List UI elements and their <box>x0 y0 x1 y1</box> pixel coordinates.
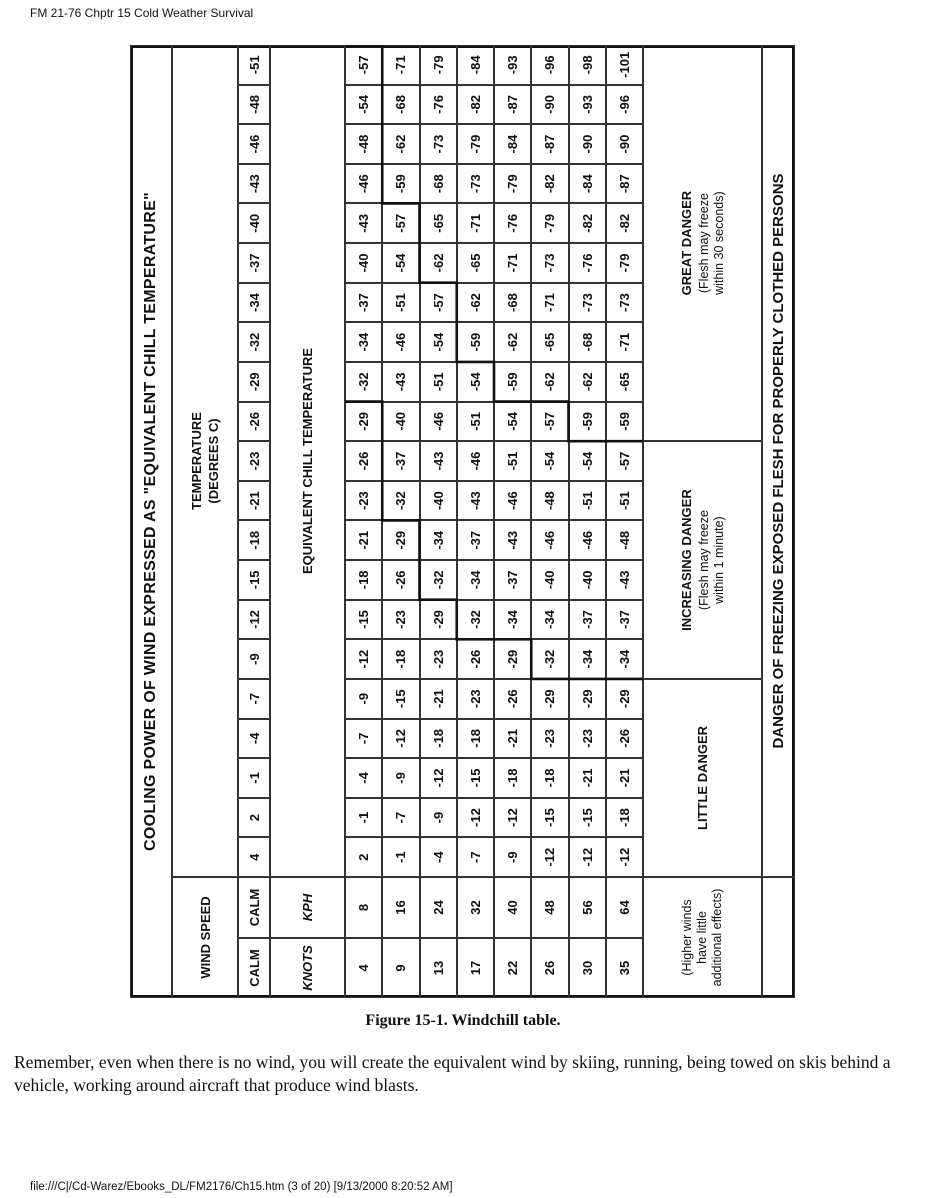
temperature-label: TEMPERATURE <box>189 412 204 510</box>
chill-value-cell: -40 <box>382 402 419 442</box>
chill-value-cell: -29 <box>345 402 382 442</box>
chill-value-cell: -37 <box>494 560 531 600</box>
wind-kph-cell: 56 <box>569 877 606 938</box>
chill-value-cell: -93 <box>494 45 531 85</box>
chill-value-cell: -48 <box>606 520 643 560</box>
chill-value-cell: -71 <box>494 243 531 283</box>
chill-value-cell: -21 <box>606 758 643 798</box>
table-title: COOLING POWER OF WIND EXPRESSED AS "EQUIVALENT CHILL TEMPERATURE" <box>130 45 172 998</box>
chill-value-cell: -98 <box>569 45 606 85</box>
chill-value-cell: -32 <box>382 481 419 521</box>
chill-value-cell: -84 <box>457 45 494 85</box>
chill-value-cell: -34 <box>345 322 382 362</box>
chill-value-cell: -29 <box>494 639 531 679</box>
wind-knots-cell: 4 <box>345 938 382 998</box>
windchill-table <box>130 45 795 998</box>
chill-value-cell: -51 <box>382 283 419 323</box>
great-danger-note: (Flesh may freeze within 30 seconds) <box>697 191 726 295</box>
chill-value-cell: -40 <box>420 481 457 521</box>
chill-value-cell: -34 <box>494 600 531 640</box>
chill-value-cell: -32 <box>345 362 382 402</box>
wind-kph-cell: 32 <box>457 877 494 938</box>
chill-value-cell: -34 <box>569 639 606 679</box>
temperature-cell: -26 <box>238 402 270 442</box>
chill-value-cell: -15 <box>569 798 606 838</box>
chill-value-cell: -46 <box>345 164 382 204</box>
chill-value-cell: -73 <box>457 164 494 204</box>
chill-value-cell: -87 <box>606 164 643 204</box>
chill-value-cell: -26 <box>382 560 419 600</box>
temperature-cell: -18 <box>238 520 270 560</box>
chill-value-cell: -62 <box>531 362 568 402</box>
temperature-cell: -9 <box>238 639 270 679</box>
chill-value-cell: -26 <box>457 639 494 679</box>
chill-value-cell: -29 <box>569 679 606 719</box>
temperature-cell: -1 <box>238 758 270 798</box>
knots-header: KNOTS <box>270 938 345 998</box>
chill-value-cell: -34 <box>606 639 643 679</box>
chill-value-cell: 2 <box>345 837 382 877</box>
chill-value-cell: -37 <box>382 441 419 481</box>
chill-value-cell: -40 <box>569 560 606 600</box>
temperature-cell: -37 <box>238 243 270 283</box>
chill-value-cell: -46 <box>382 322 419 362</box>
temperature-cell: -46 <box>238 124 270 164</box>
temperature-cell: -43 <box>238 164 270 204</box>
chill-value-cell: -84 <box>494 124 531 164</box>
wind-kph-cell: 40 <box>494 877 531 938</box>
chill-value-cell: -7 <box>382 798 419 838</box>
chill-value-cell: -46 <box>420 402 457 442</box>
calm-kph: CALM <box>238 877 270 938</box>
footer-blank-cell <box>762 877 795 998</box>
chill-value-cell: -43 <box>382 362 419 402</box>
chill-value-cell: -87 <box>531 124 568 164</box>
temperature-cell: -21 <box>238 481 270 521</box>
chill-value-cell: -21 <box>569 758 606 798</box>
calm-knots: CALM <box>238 938 270 998</box>
chill-value-cell: -59 <box>457 322 494 362</box>
chill-value-cell: -59 <box>494 362 531 402</box>
chill-value-cell: -37 <box>345 283 382 323</box>
temperature-cell: -23 <box>238 441 270 481</box>
chill-value-cell: -9 <box>420 798 457 838</box>
chill-value-cell: -71 <box>531 283 568 323</box>
chill-value-cell: -59 <box>569 402 606 442</box>
chill-value-cell: -51 <box>494 441 531 481</box>
wind-speed-header: WIND SPEED <box>172 877 238 998</box>
chill-value-cell: -54 <box>420 322 457 362</box>
chill-value-cell: -68 <box>494 283 531 323</box>
chill-value-cell: -12 <box>606 837 643 877</box>
chill-value-cell: -51 <box>569 481 606 521</box>
chill-value-cell: -18 <box>420 719 457 759</box>
temperature-cell: -51 <box>238 45 270 85</box>
chill-value-cell: -43 <box>457 481 494 521</box>
chill-value-cell: -59 <box>382 164 419 204</box>
chill-value-cell: -79 <box>531 204 568 244</box>
chill-value-cell: -62 <box>382 124 419 164</box>
chill-value-cell: -15 <box>457 758 494 798</box>
temperature-cell: -34 <box>238 283 270 323</box>
chill-value-cell: -73 <box>531 243 568 283</box>
chill-value-cell: -62 <box>420 243 457 283</box>
chill-value-cell: -84 <box>569 164 606 204</box>
temperature-cell: -4 <box>238 719 270 759</box>
chill-value-cell: -12 <box>382 719 419 759</box>
chill-value-cell: -46 <box>569 520 606 560</box>
temperature-cell: 4 <box>238 837 270 877</box>
chill-value-cell: -4 <box>420 837 457 877</box>
chill-value-cell: -65 <box>531 322 568 362</box>
chill-value-cell: -68 <box>420 164 457 204</box>
temperature-cell: -32 <box>238 322 270 362</box>
chill-value-cell: -57 <box>345 45 382 85</box>
chill-value-cell: -23 <box>569 719 606 759</box>
temperature-unit: (DEGREES C) <box>206 418 221 504</box>
chill-value-cell: -21 <box>420 679 457 719</box>
chill-value-cell: -34 <box>531 600 568 640</box>
chill-value-cell: -71 <box>457 204 494 244</box>
chill-value-cell: -29 <box>382 520 419 560</box>
wind-kph-cell: 8 <box>345 877 382 938</box>
chill-value-cell: -15 <box>382 679 419 719</box>
chill-value-cell: -57 <box>531 402 568 442</box>
danger-footer-label: DANGER OF FREEZING EXPOSED FLESH FOR PROPERLY CLOTHED PERSONS <box>762 45 795 877</box>
chill-value-cell: -79 <box>420 45 457 85</box>
wind-knots-cell: 13 <box>420 938 457 998</box>
chill-value-cell: -76 <box>420 85 457 125</box>
increasing-danger-label: INCREASING DANGER <box>679 489 694 631</box>
wind-kph-cell: 64 <box>606 877 643 938</box>
chill-value-cell: -96 <box>606 85 643 125</box>
chill-value-cell: -15 <box>531 798 568 838</box>
chill-value-cell: -4 <box>345 758 382 798</box>
chill-value-cell: -46 <box>494 481 531 521</box>
chill-value-cell: -18 <box>494 758 531 798</box>
chill-value-cell: -37 <box>569 600 606 640</box>
chill-value-cell: -34 <box>457 560 494 600</box>
temperature-header <box>172 45 238 877</box>
chill-value-cell: -40 <box>345 243 382 283</box>
higher-winds-note: (Higher winds have little additional effects) <box>643 877 762 998</box>
chill-value-cell: -71 <box>606 322 643 362</box>
temperature-cell: -12 <box>238 600 270 640</box>
chill-value-cell: -54 <box>569 441 606 481</box>
chill-value-cell: -26 <box>494 679 531 719</box>
chill-value-cell: -26 <box>606 719 643 759</box>
chill-value-cell: -23 <box>457 679 494 719</box>
chill-value-cell: -1 <box>345 798 382 838</box>
chill-value-cell: -54 <box>457 362 494 402</box>
chill-value-cell: -23 <box>531 719 568 759</box>
chill-value-cell: -29 <box>420 600 457 640</box>
chill-value-cell: -37 <box>606 600 643 640</box>
chill-value-cell: -57 <box>606 441 643 481</box>
temperature-cell: 2 <box>238 798 270 838</box>
chill-value-cell: -73 <box>569 283 606 323</box>
chill-value-cell: -26 <box>345 441 382 481</box>
chill-value-cell: -68 <box>382 85 419 125</box>
chill-value-cell: -12 <box>420 758 457 798</box>
chill-value-cell: -73 <box>606 283 643 323</box>
chill-value-cell: -21 <box>345 520 382 560</box>
chill-value-cell: -82 <box>606 204 643 244</box>
chill-value-cell: -12 <box>345 639 382 679</box>
chill-value-cell: -51 <box>420 362 457 402</box>
chill-value-cell: -76 <box>569 243 606 283</box>
great-danger-zone <box>643 45 762 441</box>
chill-value-cell: -43 <box>420 441 457 481</box>
chill-value-cell: -23 <box>420 639 457 679</box>
chill-value-cell: -34 <box>420 520 457 560</box>
chill-value-cell: -71 <box>382 45 419 85</box>
chill-value-cell: -87 <box>494 85 531 125</box>
chill-value-cell: -62 <box>457 283 494 323</box>
increasing-danger-zone <box>643 441 762 679</box>
wind-knots-cell: 35 <box>606 938 643 998</box>
chill-value-cell: -12 <box>531 837 568 877</box>
chill-value-cell: -29 <box>531 679 568 719</box>
chill-value-cell: -54 <box>531 441 568 481</box>
kph-header: KPH <box>270 877 345 938</box>
chill-value-cell: -1 <box>382 837 419 877</box>
chill-value-cell: -32 <box>420 560 457 600</box>
wind-kph-cell: 16 <box>382 877 419 938</box>
chill-value-cell: -54 <box>494 402 531 442</box>
temperature-cell: -48 <box>238 85 270 125</box>
chill-value-cell: -93 <box>569 85 606 125</box>
wind-knots-cell: 30 <box>569 938 606 998</box>
little-danger-zone: LITTLE DANGER <box>643 679 762 877</box>
wind-knots-cell: 17 <box>457 938 494 998</box>
chill-value-cell: -65 <box>457 243 494 283</box>
chill-value-cell: -82 <box>457 85 494 125</box>
chill-value-cell: -12 <box>457 798 494 838</box>
chill-value-cell: -18 <box>457 719 494 759</box>
wind-knots-cell: 22 <box>494 938 531 998</box>
chill-value-cell: -18 <box>345 560 382 600</box>
chill-value-cell: -37 <box>457 520 494 560</box>
page-header: FM 21-76 Chptr 15 Cold Weather Survival <box>30 6 254 20</box>
chill-value-cell: -18 <box>531 758 568 798</box>
chill-value-cell: -90 <box>606 124 643 164</box>
chill-value-cell: -18 <box>606 798 643 838</box>
chill-value-cell: -65 <box>420 204 457 244</box>
wind-kph-cell: 24 <box>420 877 457 938</box>
chill-value-cell: -62 <box>569 362 606 402</box>
wind-knots-cell: 9 <box>382 938 419 998</box>
chill-value-cell: -79 <box>494 164 531 204</box>
chill-value-cell: -21 <box>494 719 531 759</box>
chill-value-cell: -54 <box>345 85 382 125</box>
chill-value-cell: -43 <box>606 560 643 600</box>
chill-value-cell: -79 <box>457 124 494 164</box>
great-danger-label: GREAT DANGER <box>679 190 694 296</box>
chill-value-cell: -57 <box>382 204 419 244</box>
chill-value-cell: -43 <box>494 520 531 560</box>
chill-value-cell: -48 <box>531 481 568 521</box>
page-footer: file:///C|/Cd-Warez/Ebooks_DL/FM2176/Ch15.htm (3 of 20) [9/13/2000 8:20:52 AM] <box>30 1181 453 1193</box>
wind-kph-cell: 48 <box>531 877 568 938</box>
chill-value-cell: -82 <box>569 204 606 244</box>
temperature-cell: -40 <box>238 204 270 244</box>
chill-value-cell: -59 <box>606 402 643 442</box>
chill-value-cell: -96 <box>531 45 568 85</box>
chill-value-cell: -7 <box>457 837 494 877</box>
chill-value-cell: -15 <box>345 600 382 640</box>
chill-value-cell: -57 <box>420 283 457 323</box>
chill-value-cell: -9 <box>345 679 382 719</box>
chill-value-cell: -46 <box>531 520 568 560</box>
chill-value-cell: -51 <box>457 402 494 442</box>
figure-caption: Figure 15-1. Windchill table. <box>365 1012 561 1029</box>
chill-value-cell: -82 <box>531 164 568 204</box>
chill-value-cell: -65 <box>606 362 643 402</box>
temperature-cell: -7 <box>238 679 270 719</box>
chill-value-cell: -48 <box>345 124 382 164</box>
chill-value-cell: -32 <box>457 600 494 640</box>
chill-value-cell: -12 <box>494 798 531 838</box>
chill-value-cell: -54 <box>382 243 419 283</box>
chill-value-cell: -29 <box>606 679 643 719</box>
chill-value-cell: -62 <box>494 322 531 362</box>
chill-value-cell: -68 <box>569 322 606 362</box>
increasing-danger-note: (Flesh may freeze within 1 minute) <box>697 510 726 611</box>
chill-value-cell: -46 <box>457 441 494 481</box>
chill-value-cell: -43 <box>345 204 382 244</box>
chill-value-cell: -9 <box>382 758 419 798</box>
chill-value-cell: -32 <box>531 639 568 679</box>
chill-value-cell: -7 <box>345 719 382 759</box>
chill-value-cell: -101 <box>606 45 643 85</box>
chill-value-cell: -18 <box>382 639 419 679</box>
chill-value-cell: -76 <box>494 204 531 244</box>
chill-value-cell: -9 <box>494 837 531 877</box>
temperature-cell: -15 <box>238 560 270 600</box>
temperature-cell: -29 <box>238 362 270 402</box>
chill-value-cell: -51 <box>606 481 643 521</box>
chill-value-cell: -90 <box>569 124 606 164</box>
wind-knots-cell: 26 <box>531 938 568 998</box>
chill-value-cell: -90 <box>531 85 568 125</box>
chill-value-cell: -23 <box>345 481 382 521</box>
chill-value-cell: -40 <box>531 560 568 600</box>
chill-value-cell: -12 <box>569 837 606 877</box>
equivalent-chill-header: EQUIVALENT CHILL TEMPERATURE <box>270 45 345 877</box>
chill-value-cell: -73 <box>420 124 457 164</box>
chill-value-cell: -79 <box>606 243 643 283</box>
body-paragraph: Remember, even when there is no wind, you will create the equivalent wind by skiing, running, being towed on skis behind a vehicle, working around aircraft that produce wind blasts. <box>14 1052 891 1095</box>
chill-value-cell: -23 <box>382 600 419 640</box>
